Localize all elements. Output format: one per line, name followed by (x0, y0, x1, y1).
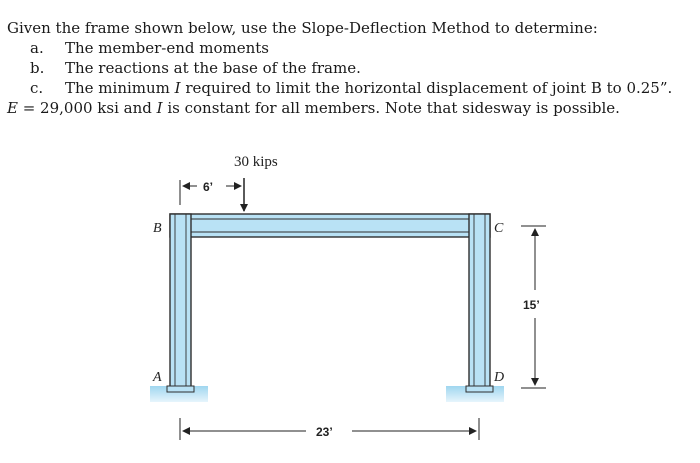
part-a-text: The member-end moments (65, 39, 270, 57)
part-c-marker: c. (30, 79, 44, 97)
joint-b-label: B (153, 221, 162, 236)
joint-a-label: A (153, 370, 162, 385)
part-a-marker: a. (30, 39, 44, 57)
column-cd (466, 214, 493, 392)
part-b-marker: b. (30, 59, 45, 77)
given-e-text: = 29,000 ksi and (17, 99, 157, 117)
beam-bc (170, 214, 490, 237)
part-c-text-after: required to limit the horizontal displacement of joint B to 0.25”. (180, 79, 673, 97)
column-height-label: 15’ (523, 298, 540, 312)
load-offset-label: 6’ (203, 180, 214, 194)
joint-c-label: C (494, 221, 504, 236)
load-label: 30 kips (234, 154, 278, 170)
column-ab (167, 214, 194, 392)
given-e-symbol: E (7, 99, 18, 117)
beam-span-label: 23’ (316, 425, 333, 439)
problem-intro: Given the frame shown below, use the Slope-Deflection Method to determine: (7, 19, 598, 37)
part-c-variable: I (174, 79, 181, 97)
part-c-text-before: The minimum (65, 79, 175, 97)
given-rest: is constant for all members. Note that sidesway is possible. (162, 99, 620, 117)
part-b-text: The reactions at the base of the frame. (65, 59, 361, 77)
joint-d-label: D (494, 370, 505, 385)
given-i-symbol: I (156, 99, 163, 117)
